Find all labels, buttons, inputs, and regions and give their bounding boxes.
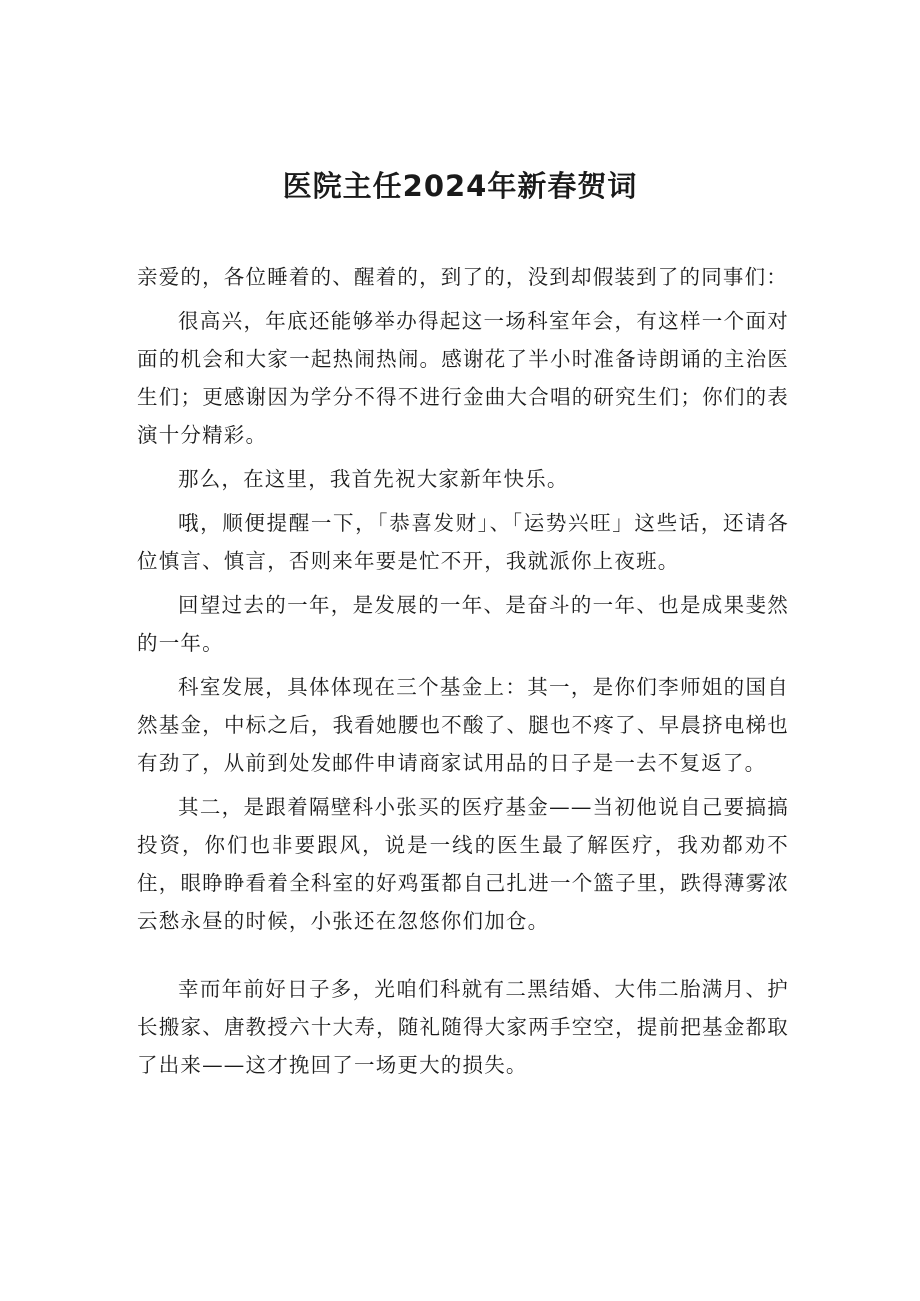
paragraph: 很高兴，年底还能够举办得起这一场科室年会，有这样一个面对面的机会和大家一起热闹热闹。感谢花了半小时准备诗朗诵的主治医生们；更感谢因为学分不得不进行金曲大合唱的研究生们；你们的表演十分精彩。 [137, 309, 789, 447]
document-body [137, 258, 789, 1090]
paragraph: 回望过去的一年，是发展的一年、是奋斗的一年、也是成果斐然的一年。 [137, 593, 789, 655]
paragraph: 哦，顺便提醒一下，「恭喜发财」、「运势兴旺」这些话，还请各位慎言、慎言，否则来年要是忙不开，我就派你上夜班。 [137, 511, 789, 573]
paragraph: 幸而年前好日子多，光咱们科就有二黑结婚、大伟二胎满月、护长搬家、唐教授六十大寿，随礼随得大家两手空空，提前把基金都取了出来——这才挽回了一场更大的损失。 [137, 977, 789, 1077]
paragraph: 那么，在这里，我首先祝大家新年快乐。 [178, 467, 569, 491]
document-title: 医院主任2024年新春贺词 [282, 169, 638, 203]
salutation: 亲爱的，各位睡着的、醒着的，到了的，没到却假装到了的同事们： [137, 265, 788, 289]
paragraph: 其二，是跟着隔壁科小张买的医疗基金——当初他说自己要搞搞投资，你们也非要跟风，说是一线的医生最了解医疗，我劝都劝不住，眼睁睁看着全科室的好鸡蛋都自己扎进一个篮子里，跌得薄雾浓云愁永昼的时候，小张还在忽悠你们加仓。 [137, 795, 789, 933]
paragraph: 科室发展，具体体现在三个基金上：其一，是你们李师姐的国自然基金，中标之后，我看她腰也不酸了、腿也不疼了、早晨挤电梯也有劲了，从前到处发邮件申请商家试用品的日子是一去不复返了。 [137, 675, 789, 775]
